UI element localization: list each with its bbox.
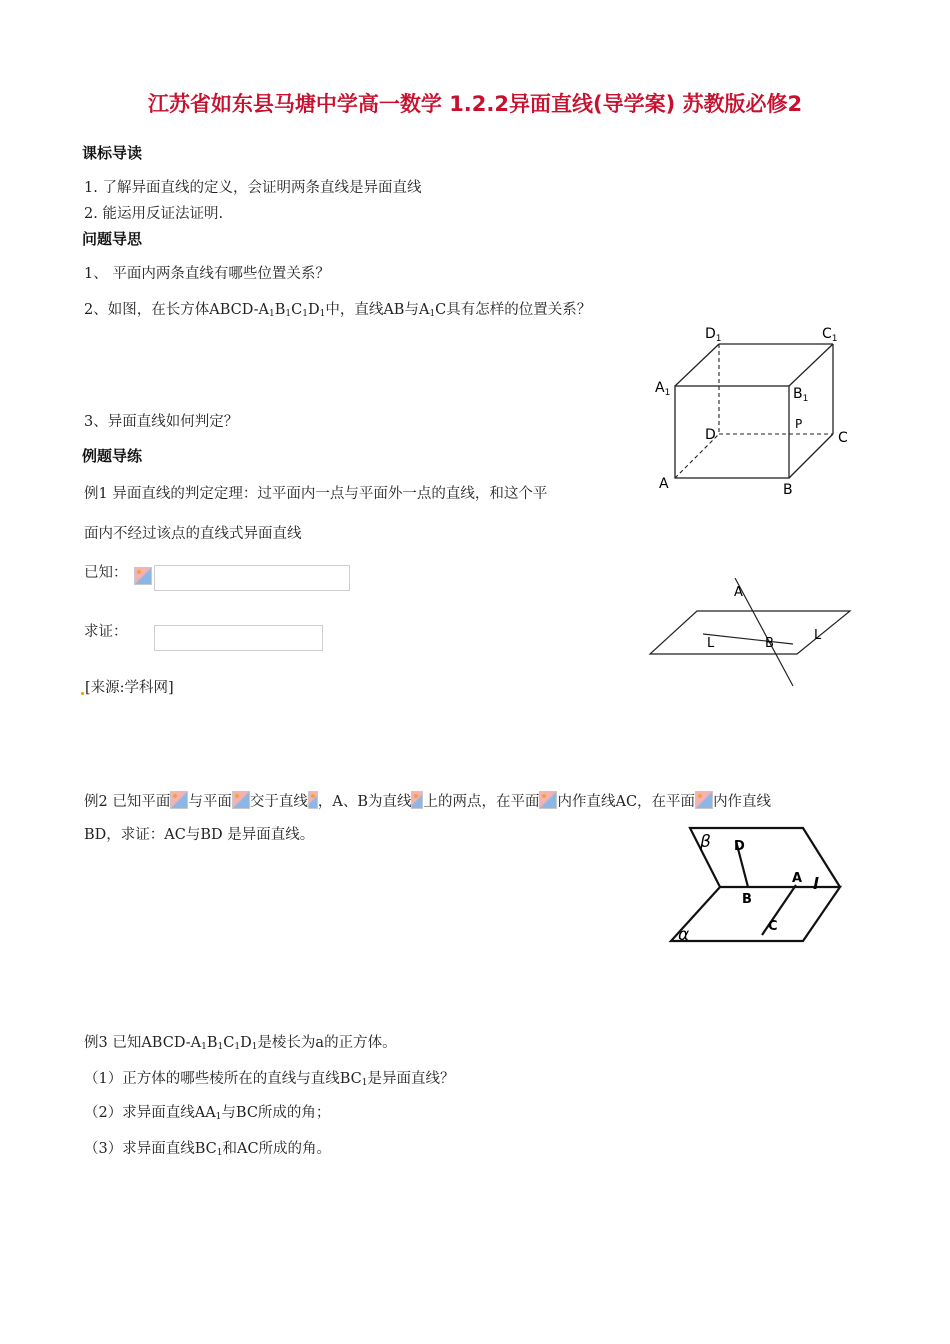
line-l xyxy=(703,634,793,644)
label-c1: $C_1$ xyxy=(822,326,838,344)
label-a: A xyxy=(659,476,669,492)
example-2-line-2: BD，求证：AC与BD 是异面直线。 xyxy=(84,827,315,843)
plane-alpha xyxy=(671,887,840,941)
question-3: 3、异面直线如何判定？ xyxy=(84,414,239,430)
objective-2: 2. 能运用反证法证明. xyxy=(84,206,224,222)
label-l-right: L xyxy=(814,628,822,643)
image-placeholder-icon xyxy=(539,791,557,809)
example-3-intro: 例3 已知ABCD-$A_1B_1C_1D_1$是棱长为a的正方体。 xyxy=(84,1035,397,1052)
label-a: A xyxy=(734,585,743,600)
edge-a1d1 xyxy=(675,344,719,386)
heading-curriculum-guide: 课标导读 xyxy=(82,144,143,162)
example-3-question-2: （2）求异面直线$AA_1$与BC所成的角； xyxy=(84,1105,331,1122)
two-planes-figure xyxy=(668,823,848,948)
label-b: B xyxy=(783,482,793,498)
prove-answer-box[interactable] xyxy=(154,625,323,651)
plane-line-figure xyxy=(645,578,855,690)
label-b1: $B_1$ xyxy=(793,386,809,404)
example-1-line-2: 面内不经过该点的直线式异面直线 xyxy=(84,526,302,542)
prove-label: 求证： xyxy=(84,624,128,640)
label-a1: $A_1$ xyxy=(655,380,671,398)
example-3-question-1: （1）正方体的哪些棱所在的直线与直线$BC_1$是异面直线？ xyxy=(84,1071,455,1088)
label-a: A xyxy=(792,871,803,886)
line-ab xyxy=(735,578,793,686)
label-l: l xyxy=(813,874,819,893)
label-c: C xyxy=(768,919,778,934)
image-placeholder-icon xyxy=(308,791,318,809)
label-c: C xyxy=(838,430,848,446)
question-1: 1、 平面内两条直线有哪些位置关系？ xyxy=(84,266,330,282)
source-note: [来源:学科网] xyxy=(80,676,174,697)
heading-examples: 例题导练 xyxy=(82,447,143,465)
label-alpha: α xyxy=(678,925,690,945)
label-p: P xyxy=(795,417,803,431)
image-placeholder-icon xyxy=(695,791,713,809)
label-d: D xyxy=(734,839,745,854)
example-2-line-1: 例2 已知平面 与平面 交于直线 ，A、B为直线 上的两点，在平面 内作直线AC，在平面 内作直线 xyxy=(84,790,771,811)
example-3-question-3: （3）求异面直线$BC_1$和AC所成的角。 xyxy=(84,1141,332,1158)
edge-bc xyxy=(789,434,833,478)
label-d1: $D_1$ xyxy=(705,326,722,344)
label-d: D xyxy=(705,427,716,443)
known-answer-box[interactable] xyxy=(154,565,350,591)
edge-b1c1 xyxy=(789,344,833,386)
image-placeholder-icon xyxy=(232,791,250,809)
known-label: 已知： xyxy=(84,565,128,581)
label-l-left: L xyxy=(707,636,715,651)
objective-1: 1. 了解异面直线的定义，会证明两条直线是异面直线 xyxy=(84,180,422,196)
example-1-line-1: 例1 异面直线的判定定理：过平面内一点与平面外一点的直线，和这个平 xyxy=(84,486,548,502)
image-placeholder-icon xyxy=(411,791,423,809)
label-b: B xyxy=(742,892,752,907)
label-beta: β xyxy=(700,832,711,852)
label-b: B xyxy=(765,636,774,651)
heading-problem-guide: 问题导思 xyxy=(82,230,143,248)
cuboid-figure xyxy=(645,318,875,508)
image-placeholder-icon xyxy=(170,791,188,809)
page-title: 江苏省如东县马塘中学高一数学 1.2.2异面直线(导学案) 苏教版必修2 xyxy=(147,92,803,116)
image-placeholder-icon xyxy=(134,567,152,585)
cuboid-front-face xyxy=(675,386,789,478)
question-2: 2、如图，在长方体ABCD-$A_1B_1C_1D_1$中，直线AB与$A_1C$具有怎样的位置关系？ xyxy=(84,302,592,319)
